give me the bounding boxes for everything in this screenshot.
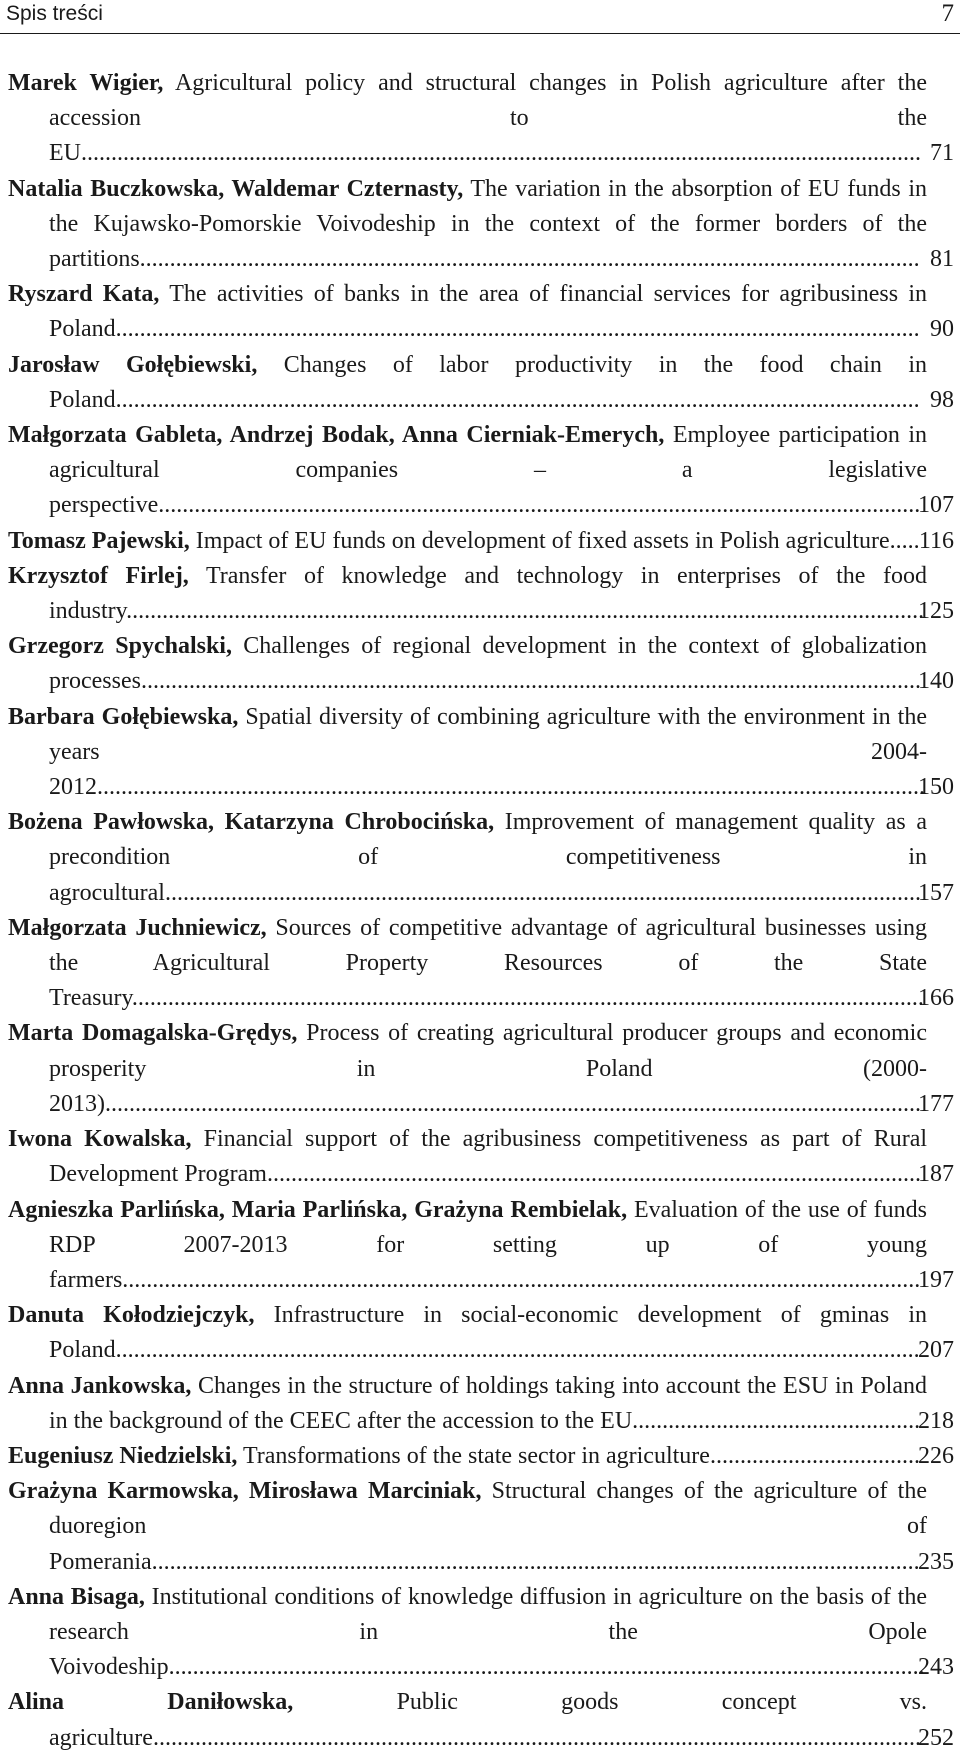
dot-leader: .................................................................................................................................... (131, 985, 924, 1012)
dot-leader: .................................................................................................................................. (140, 668, 921, 695)
entry-title: The activities of banks in the area of financial services for agribusiness in Poland (49, 281, 927, 343)
toc-entry[interactable] (8, 559, 954, 629)
entry-authors: Eugeniusz Niedzielski, (8, 1442, 238, 1469)
entry-title: Improvement of management quality as a precondition of competitiveness in agrocultural (49, 809, 928, 906)
header-rule (0, 33, 960, 34)
entry-page: 235 (918, 1548, 954, 1575)
entry-authors: Jarosław Gołębiewski, (8, 351, 258, 378)
entry-page: 98 (930, 386, 954, 413)
section-title: Spis treści (6, 2, 103, 25)
entry-authors: Grażyna Karmowska, Mirosława Marciniak, (8, 1478, 482, 1505)
entry-authors: Bożena Pawłowska, Katarzyna Chrobocińska, (8, 809, 495, 836)
entry-page: 218 (918, 1407, 954, 1434)
toc-entry[interactable] (8, 1016, 954, 1122)
entry-title: Employee participation in agricultural companies – a legislative perspective (49, 422, 928, 519)
dot-leader: ............................................................................................................. (266, 1161, 921, 1188)
entry-page: 125 (918, 598, 954, 625)
entry-authors: Tomasz Pajewski, (8, 527, 190, 554)
entry-authors: Marek Wigier, (8, 70, 164, 96)
dot-leader: ...................................................................................................................................... (115, 1337, 920, 1364)
dot-leader: ..................................................................................................................................... (126, 598, 925, 625)
entry-page: 116 (918, 527, 954, 554)
entry-authors: Krzysztof Firlej, (8, 562, 189, 589)
dot-leader: ..................................................................................................................................... (122, 1266, 921, 1293)
entry-page: 140 (918, 668, 954, 695)
toc-entry[interactable] (8, 66, 954, 172)
entry-page: 207 (918, 1337, 954, 1364)
toc-entry[interactable] (8, 418, 954, 524)
dot-leader: ...................................................................................................................................... (115, 316, 920, 343)
toc-entry[interactable] (8, 1193, 954, 1299)
entry-title: The variation in the absorption of EU funds in the Kujawsko-Pomorskie Voivodeship in the context of the former borders of the partitions (49, 175, 927, 273)
toc-entry[interactable] (8, 1685, 954, 1755)
toc-entry[interactable] (8, 805, 954, 911)
entry-page: 226 (918, 1442, 954, 1469)
toc-entry[interactable] (8, 1474, 954, 1580)
entry-authors: Barbara Gołębiewska, (8, 703, 239, 730)
entry-authors: Małgorzata Juchniewicz, (8, 914, 267, 941)
entry-page: 166 (918, 985, 954, 1012)
entry-title: Changes in the structure of holdings taking into account the ESU in Poland in the background of the CEEC after the accession to the EU (49, 1372, 928, 1434)
entry-authors: Iwona Kowalska, (8, 1126, 192, 1153)
toc-entry[interactable] (8, 277, 954, 347)
entry-authors: Agnieszka Parlińska, Maria Parlińska, Grażyna Rembielak, (8, 1196, 628, 1223)
entry-title: Transformations of the state sector in agriculture (242, 1442, 710, 1469)
entry-title: Institutional conditions of knowledge diffusion in agriculture on the basis of the research in the Opole Voivodeship (49, 1583, 928, 1681)
dot-leader: .............................................................................................................................. (164, 879, 921, 906)
entry-title: Public goods concept vs. agriculture (49, 1689, 927, 1751)
entry-authors: Ryszard Kata, (8, 281, 160, 308)
toc-entry[interactable] (8, 911, 954, 1017)
entry-page: 150 (918, 774, 954, 801)
entry-title: Impact of EU funds on development of fixed assets in Polish agriculture (195, 527, 890, 554)
entry-title: Challenges of regional development in the context of globalization processes (49, 633, 927, 695)
entry-authors: Anna Bisaga, (8, 1583, 145, 1610)
page-header (0, 0, 960, 33)
dot-leader: ...................................................................................................................................... (115, 386, 920, 413)
toc-entry[interactable] (8, 1580, 954, 1686)
entry-title: Changes of labor productivity in the food chain in Poland (49, 351, 927, 413)
toc-entry[interactable] (8, 1439, 954, 1474)
dot-leader: ............................................................................................................................... (158, 492, 921, 519)
entry-title: Sources of competitive advantage of agricultural businesses using the Agricultural Property Resources of the State Treasury (49, 914, 928, 1012)
entry-authors: Marta Domagalska-Grędys, (8, 1020, 298, 1047)
toc-entry[interactable] (8, 1369, 954, 1439)
toc-entry[interactable] (8, 700, 954, 806)
toc-entry[interactable] (8, 1298, 954, 1368)
entry-page: 90 (930, 316, 954, 343)
entry-title: Structural changes of the agriculture of the duoregion of Pomerania (49, 1478, 927, 1575)
entry-title: Evaluation of the use of funds RDP 2007-2013 for setting up of young farmers (49, 1196, 927, 1293)
dot-leader: ................................................ (632, 1407, 921, 1434)
toc-entry[interactable] (8, 524, 954, 559)
toc-entry[interactable] (8, 348, 954, 418)
dot-leader: ........................................................................................................................................ (105, 1090, 921, 1117)
entry-page: 177 (918, 1090, 954, 1117)
toc-entry[interactable] (8, 629, 954, 699)
entry-authors: Małgorzata Gableta, Andrzej Bodak, Anna Cierniak-Emerych, (8, 422, 665, 449)
entry-authors: Grzegorz Spychalski, (8, 633, 232, 660)
entry-page: 157 (918, 879, 954, 906)
entry-authors: Natalia Buczkowska, Waldemar Czternasty, (8, 175, 464, 202)
entry-page: 252 (918, 1724, 954, 1751)
dot-leader: ................................... (709, 1442, 920, 1469)
entry-page: 71 (930, 140, 954, 167)
entry-page: 81 (930, 246, 954, 273)
dot-leader: .............................................................................................................................. (168, 1654, 925, 1681)
dot-leader: ..... (889, 527, 920, 554)
entry-page: 243 (918, 1654, 954, 1681)
entry-authors: Alina Daniłowska, (8, 1689, 294, 1716)
entry-title: Infrastructure in social-economic development of gminas in Poland (49, 1302, 927, 1364)
entry-title: Spatial diversity of combining agriculture with the environment in the years 2004-2012 (49, 703, 928, 801)
entry-title: Agricultural policy and structural changes in Polish agriculture after the accession to the EU (49, 70, 927, 167)
dot-leader: .................................................................................................................................. (139, 246, 920, 273)
entry-title: Process of creating agricultural producer groups and economic prosperity in Poland (2000-2013) (49, 1020, 928, 1117)
table-of-contents (8, 66, 954, 1756)
dot-leader: ................................................................................................................................ (151, 1548, 920, 1575)
entry-authors: Anna Jankowska, (8, 1372, 192, 1399)
toc-entry[interactable] (8, 172, 954, 278)
entry-title: Financial support of the agribusiness competitiveness as part of Rural Development Program (49, 1126, 928, 1188)
dot-leader: ............................................................................................................................................ (81, 140, 921, 167)
dot-leader: .......................................................................................................................................... (97, 774, 925, 801)
entry-page: 187 (918, 1161, 954, 1188)
toc-entry[interactable] (8, 1122, 954, 1192)
entry-page: 107 (918, 492, 954, 519)
entry-title: Transfer of knowledge and technology in enterprises of the food industry (49, 562, 927, 625)
entry-page: 197 (918, 1266, 954, 1293)
entry-authors: Danuta Kołodziejczyk, (8, 1302, 255, 1329)
dot-leader: ................................................................................................................................ (152, 1724, 921, 1751)
page-number: 7 (941, 0, 954, 27)
